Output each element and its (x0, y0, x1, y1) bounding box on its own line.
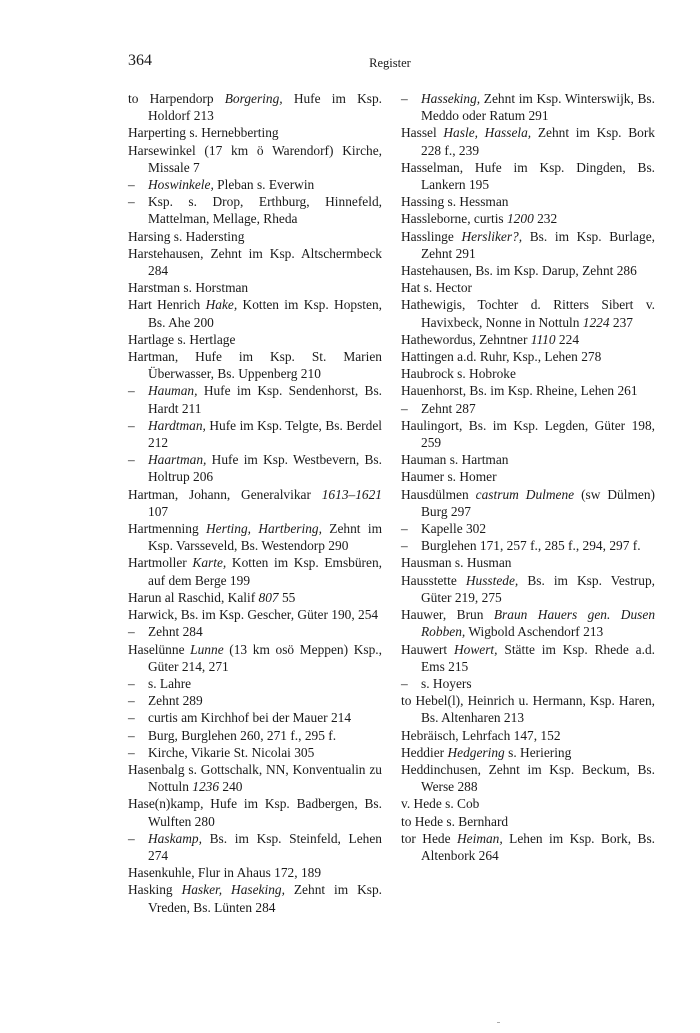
index-entry (128, 90, 382, 124)
index-entry (128, 228, 382, 245)
entry-text: Pleban s. Everwin (213, 177, 315, 193)
index-entry (128, 279, 382, 296)
entry-text: Haumer s. Homer (401, 469, 497, 485)
subentry-dash: – (128, 727, 135, 743)
subentry-dash: – (128, 177, 135, 193)
entry-text: Haulingort, Bs. im Ksp. Legden, Güter 198, 259 (401, 417, 655, 451)
entry-text: Hattingen a.d. Ruhr, Ksp., Lehen 278 (401, 349, 602, 365)
entry-text: Hauwer, Brun (401, 607, 494, 623)
entry-text: Hat s. Hector (401, 280, 473, 296)
index-entry (401, 830, 655, 864)
entry-text: Hasenkuhle, Flur in Ahaus 172, 189 (128, 865, 322, 881)
entry-variant-text: Hauman, (148, 383, 198, 399)
entry-text: s. Hoyers (421, 675, 472, 691)
index-entry (401, 813, 655, 830)
entry-variant-text: Haskamp, (148, 830, 202, 846)
entry-text: Hartman, Johann, Generalvikar (128, 486, 322, 502)
index-entry (401, 296, 655, 330)
entry-text: Hufe im Ksp. Holdorf 213 (148, 91, 382, 124)
entry-variant-text: Hoswinkele, (148, 177, 214, 193)
entry-text: Harstman s. Horstman (128, 280, 249, 296)
index-entry (128, 331, 382, 348)
entry-text: Heddier (401, 744, 448, 760)
entry-text: Hauenhorst, Bs. im Ksp. Rheine, Lehen 261 (401, 383, 638, 399)
entry-text: Wigbold Aschendorf 213 (465, 624, 604, 640)
entry-variant-text: Karte, (192, 555, 227, 571)
index-entry (401, 193, 655, 210)
entry-text: Zehnt 287 (421, 400, 476, 416)
index-entry (401, 365, 655, 382)
entry-text: Hausdülmen (401, 486, 476, 502)
entry-text: Harun al Raschid, Kalif (128, 589, 259, 605)
entry-text: tor Hede (401, 830, 457, 846)
entry-text: Kirche, Vikarie St. Nicolai 305 (148, 744, 315, 760)
index-subentry (401, 520, 655, 537)
entry-variant-text: Hedgering (447, 744, 505, 760)
entry-text: Kotten im Ksp. Emsbüren, auf dem Berge 199 (148, 555, 382, 588)
subentry-dash: – (401, 91, 408, 106)
index-subentry (128, 417, 382, 451)
index-entry (401, 468, 655, 485)
index-entry (128, 881, 382, 915)
entry-variant-text: 807 (258, 589, 279, 605)
index-entry (401, 761, 655, 795)
index-column-left (128, 90, 382, 916)
index-entry (128, 124, 382, 141)
index-subentry (128, 727, 382, 744)
page-number: 364 (128, 52, 152, 69)
entry-text: Hartlage s. Hertlage (128, 331, 236, 347)
index-entry (128, 245, 382, 279)
entry-text: Hausstette (401, 572, 466, 588)
subentry-dash: – (401, 400, 408, 416)
entry-variant-text: Hake, (205, 297, 238, 313)
entry-text: Burg, Burglehen 260, 271 f., 295 f. (148, 727, 337, 743)
index-subentry (128, 451, 382, 485)
index-subentry (128, 382, 382, 416)
entry-text: Heddinchusen, Zehnt im Ksp. Beckum, Bs. Werse 288 (401, 761, 655, 795)
index-entry (401, 744, 655, 761)
entry-variant-text: 1236 (192, 779, 220, 795)
entry-text: Hufe im Ksp. Westbevern, Bs. Holtrup 206 (148, 452, 382, 485)
index-entry (401, 262, 655, 279)
index-entry (128, 761, 382, 795)
entry-text: Zehnt im Ksp. Winterswijk, Bs. Meddo oder Ratum 291 (421, 91, 655, 124)
entry-variant-text: 1110 (530, 331, 556, 347)
index-entry (401, 159, 655, 193)
entry-text: 240 (219, 779, 243, 795)
entry-text: Zehnt im Ksp. Varsseveld, Bs. Westendorp 290 (148, 521, 382, 554)
entry-text: Hauman s. Hartman (401, 452, 509, 468)
index-entry (128, 296, 382, 330)
entry-variant-text: Husstede, (465, 572, 519, 588)
entry-text: Kotten im Ksp. Hopsten, Bs. Ahe 200 (148, 297, 383, 330)
entry-text: Hebräisch, Lehrfach 147, 152 (401, 727, 561, 743)
index-subentry (128, 744, 382, 761)
entry-text: Kapelle 302 (421, 521, 487, 537)
index-entry (401, 692, 655, 726)
entry-text: Hauwert (401, 641, 454, 657)
entry-text: Haubrock s. Hobroke (401, 366, 516, 382)
subentry-dash: – (128, 675, 135, 691)
entry-text: Zehnt im Ksp. Bork 228 f., 239 (421, 125, 655, 158)
entry-text: Harstehausen, Zehnt im Ksp. Altschermbeck 284 (128, 245, 382, 279)
entry-text: Hassing s. Hessman (401, 194, 509, 210)
index-entry (128, 142, 382, 176)
entry-text: Zehnt 284 (148, 624, 203, 640)
entry-variant-text: Borgering, (224, 91, 283, 106)
entry-text: Bs. im Ksp. Burlage, Zehnt 291 (421, 228, 655, 261)
entry-text: 224 (555, 331, 580, 347)
entry-text: Lehen im Ksp. Bork, Bs. Altenbork 264 (421, 830, 655, 863)
index-subentry (401, 400, 655, 417)
entry-text: to Hede s. Bernhard (401, 813, 509, 829)
subentry-dash: – (401, 675, 408, 691)
entry-text: s. Heriering (504, 744, 572, 760)
entry-variant-text: Herting, Hartbering, (206, 521, 322, 537)
entry-variant-text: Hasker, Haseking, (181, 882, 285, 898)
entry-text: Harwick, Bs. im Ksp. Gescher, Güter 190, 254 (128, 607, 379, 623)
index-entry (128, 641, 382, 675)
index-entry (128, 520, 382, 554)
entry-variant-text: Hersliker?, (461, 228, 523, 244)
index-subentry (128, 830, 382, 864)
entry-text: Hart Henrich (128, 297, 206, 313)
index-entry (401, 331, 655, 348)
entry-text: 107 (148, 503, 169, 519)
entry-text: Zehnt 289 (148, 693, 203, 709)
entry-text: Hartman, Hufe im Ksp. St. Marien Überwasser, Bs. Uppenberg 210 (128, 349, 382, 382)
entry-variant-text: Hasseking, (421, 91, 481, 106)
index-entry (401, 641, 655, 675)
entry-text: Hartmoller (128, 555, 193, 571)
index-entry (401, 727, 655, 744)
index-entry (128, 554, 382, 588)
index-entry (401, 417, 655, 451)
index-entry (401, 795, 655, 812)
entry-text: Hastehausen, Bs. im Ksp. Darup, Zehnt 286 (401, 263, 637, 279)
entry-variant-text: Hardtman, (148, 417, 206, 433)
entry-text: Harperting s. Hernebberting (128, 125, 279, 141)
index-subentry (401, 90, 655, 124)
entry-text: (13 km osö Meppen) Ksp., Güter 214, 271 (148, 641, 382, 674)
index-subentry (128, 193, 382, 227)
index-entry (401, 572, 655, 606)
entry-text: Harsewinkel (17 km ö Warendorf) Kirche, Missale 7 (128, 142, 382, 175)
entry-text: Hase(n)kamp, Hufe im Ksp. Badbergen, Bs. Wulften 280 (128, 796, 382, 829)
entry-variant-text: 1613–1621 (321, 486, 382, 502)
subentry-dash: – (401, 538, 408, 554)
entry-text: to Hebel(l), Heinrich u. Hermann, Ksp. Haren, Bs. Altenharen 213 (401, 693, 655, 726)
index-entry (128, 486, 382, 520)
index-entry (128, 348, 382, 382)
entry-text: Hassleborne, curtis (401, 211, 507, 227)
subentry-dash: – (128, 417, 135, 433)
index-column-right (401, 90, 655, 864)
index-entry (401, 228, 655, 262)
subentry-dash: – (128, 744, 135, 760)
entry-variant-text: castrum Dulmene (475, 486, 575, 502)
index-entry (401, 210, 655, 227)
index-subentry (128, 675, 382, 692)
index-entry (401, 348, 655, 365)
subentry-dash: – (128, 194, 135, 210)
entry-text: Hasenbalg s. Gottschalk, NN, Konventualin zu Nottuln (128, 761, 382, 795)
entry-text: Hufe im Ksp. Telgte, Bs. Berdel 212 (148, 417, 382, 451)
index-subentry (401, 537, 655, 554)
index-subentry (128, 692, 382, 709)
index-entry (401, 554, 655, 571)
running-head: Register (369, 56, 411, 70)
entry-text: 232 (533, 211, 558, 227)
entry-text: Hasselman, Hufe im Ksp. Dingden, Bs. Lankern 195 (401, 159, 655, 193)
index-entry (128, 589, 382, 606)
entry-variant-text: Haartman, (148, 452, 207, 468)
entry-text: Hassel (401, 125, 444, 141)
entry-text: v. Hede s. Cob (401, 796, 480, 812)
entry-text: Zehnt im Ksp. Vreden, Bs. Lünten 284 (148, 882, 383, 915)
entry-variant-text: Lunne (190, 641, 224, 657)
entry-text: Bs. im Ksp. Vestrup, Güter 219, 275 (421, 572, 655, 605)
entry-text: Hathewordus, Zehntner (401, 331, 531, 347)
entry-text: Hufe im Ksp. Sendenhorst, Bs. Hardt 211 (148, 383, 382, 416)
subentry-dash: – (128, 710, 135, 726)
subentry-dash: – (128, 383, 135, 399)
entry-text: Hausman s. Husman (401, 555, 512, 571)
entry-text: Harsing s. Hadersting (128, 228, 245, 244)
entry-text: Burglehen 171, 257 f., 285 f., 294, 297 f. (421, 538, 641, 554)
subentry-dash: – (401, 521, 408, 537)
subentry-dash: – (128, 452, 135, 468)
subentry-dash: – (128, 693, 135, 709)
entry-text: to Harpendorp (128, 91, 225, 106)
entry-text: Hathewigis, Tochter d. Ritters Sibert v. Havixbeck, Nonne in Nottuln (401, 297, 655, 330)
entry-text: (sw Dülmen) Burg 297 (421, 486, 655, 519)
index-entry (128, 606, 382, 623)
page-mark (497, 1022, 500, 1023)
subentry-dash: – (128, 624, 135, 640)
entry-text: Ksp. s. Drop, Erthburg, Hinnefeld, Mattelman, Mellage, Rheda (148, 194, 382, 227)
index-entry (401, 451, 655, 468)
entry-variant-text: Hasle, Hassela, (443, 125, 532, 141)
entry-text: curtis am Kirchhof bei der Mauer 214 (148, 710, 352, 726)
index-entry (401, 382, 655, 399)
index-entry (401, 486, 655, 520)
entry-variant-text: 1200 (506, 211, 534, 227)
entry-variant-text: Heiman, (456, 830, 503, 846)
index-subentry (128, 623, 382, 640)
index-subentry (401, 675, 655, 692)
entry-text: Stätte im Ksp. Rhede a.d. Ems 215 (421, 641, 655, 674)
index-subentry (128, 176, 382, 193)
index-entry (401, 606, 655, 640)
entry-text: Hasslinge (401, 228, 462, 244)
entry-text: Hasking (128, 882, 182, 898)
entry-text: 237 (609, 314, 633, 330)
entry-variant-text: Howert, (453, 641, 498, 657)
index-entry (128, 795, 382, 829)
entry-text: Haselünne (128, 641, 191, 657)
index-subentry (128, 709, 382, 726)
index-entry (128, 864, 382, 881)
entry-text: Bs. im Ksp. Steinfeld, Lehen 274 (148, 830, 382, 863)
index-entry (401, 279, 655, 296)
entry-text: Hartmenning (128, 521, 206, 537)
entry-variant-text: Braun Hauers gen. Dusen Robben, (421, 607, 656, 640)
subentry-dash: – (128, 830, 135, 846)
entry-text: s. Lahre (148, 675, 192, 691)
entry-text: 55 (278, 589, 296, 605)
entry-variant-text: 1224 (582, 314, 610, 330)
index-entry (401, 124, 655, 158)
